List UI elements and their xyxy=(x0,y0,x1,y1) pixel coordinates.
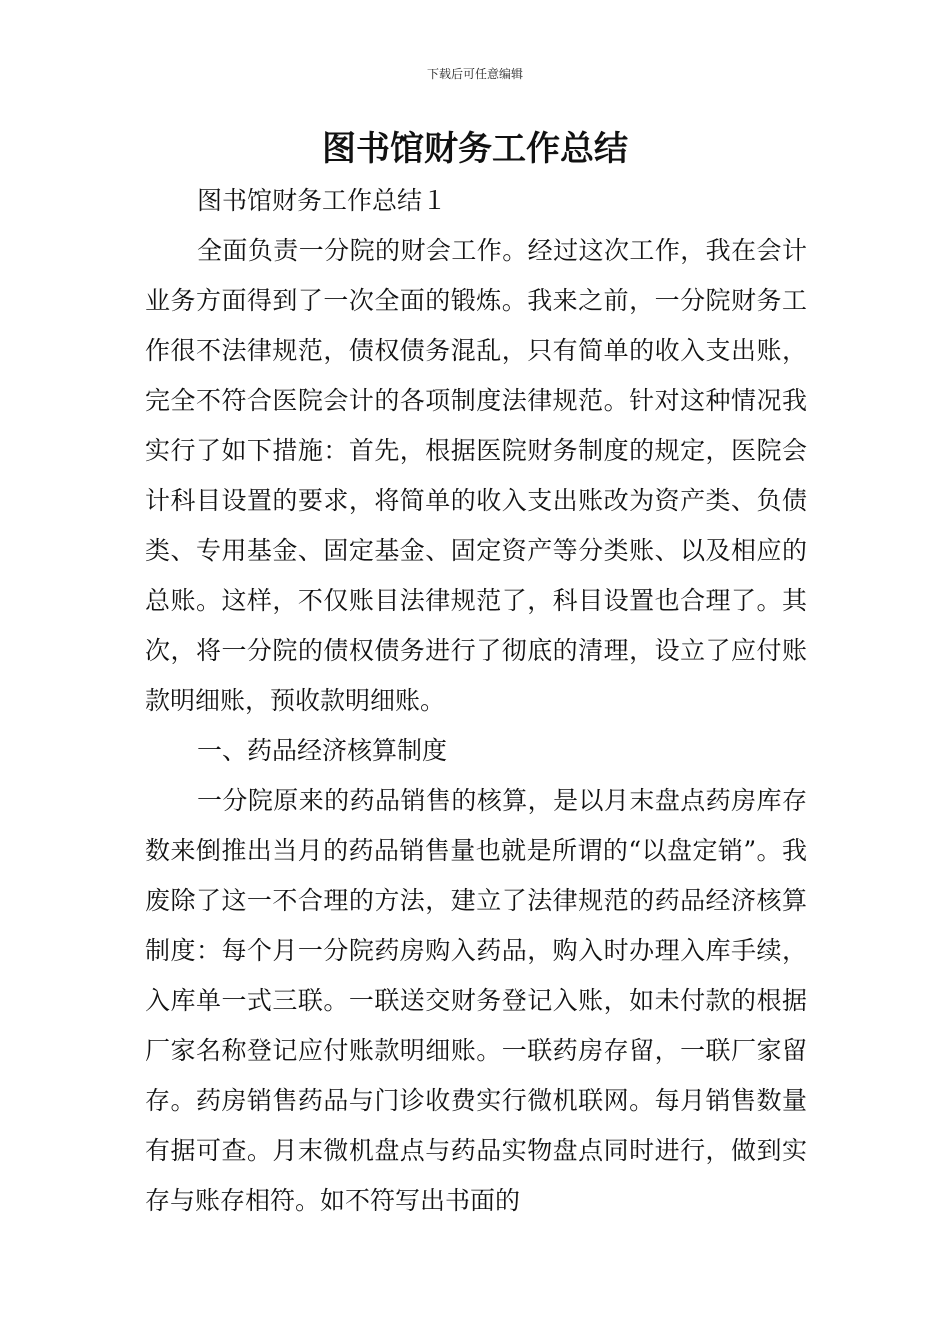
header-note: 下载后可任意编辑 xyxy=(426,67,523,81)
paragraph-intro: 全面负责一分院的财会工作。经过这次工作，我在会计业务方面得到了一次全面的锻炼。我来之前，一分院财务工作很不法律规范，债权债务混乱，只有简单的收入支出账，完全不符合医院会计的各项制度法律规范。针对这种情况我实行了如下措施：首先，根据医院财务制度的规定，医院会计科目设置的要求，将简单的收入支出账改为资产类、负债类、专用基金、固定基金、固定资产等分类账、以及相应的总账。这样，不仅账目法律规范了，科目设置也合理了。其次，将一分院的债权债务进行了彻底的清理，设立了应付账款明细账，预收款明细账。 xyxy=(145,236,807,715)
section-heading-summary-1: 图书馆财务工作总结１ xyxy=(197,186,448,215)
document-title: 图书馆财务工作总结 xyxy=(322,129,628,169)
document-body xyxy=(145,176,807,1226)
section-heading-drug-accounting: 一、药品经济核算制度 xyxy=(197,736,448,765)
paragraph-drug-accounting: 一分院原来的药品销售的核算，是以月末盘点药房库存数来倒推出当月的药品销售量也就是所谓的“以盘定销”。我废除了这一不合理的方法，建立了法律规范的药品经济核算制度：每个月一分院药房购入药品，购入时办理入库手续，入库单一式三联。一联送交财务登记入账，如未付款的根据厂家名称登记应付账款明细账。一联药房存留，一联厂家留存。药房销售药品与门诊收费实行微机联网。每月销售数量有据可查。月末微机盘点与药品实物盘点同时进行，做到实存与账存相符。如不符写出书面的 xyxy=(145,786,807,1215)
